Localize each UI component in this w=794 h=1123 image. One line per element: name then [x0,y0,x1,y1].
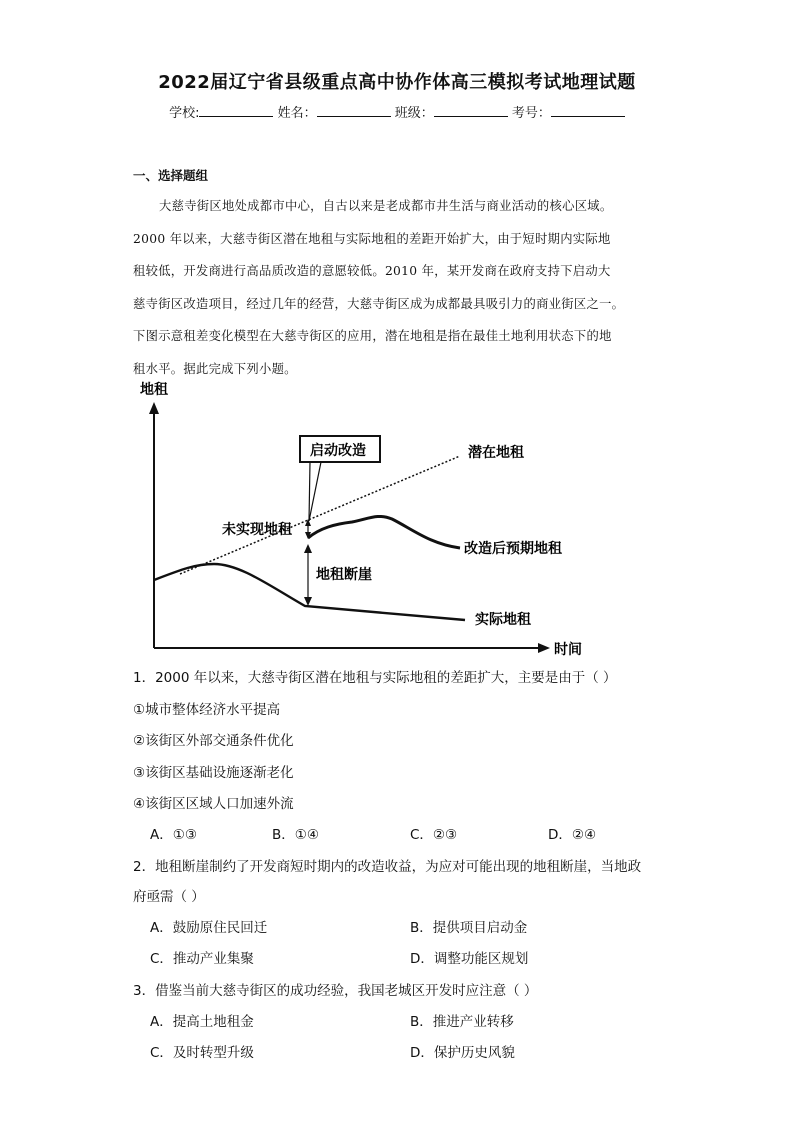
question-1-option-a[interactable]: A．①③ [150,827,197,843]
question-3-stem: 3．借鉴当前大慈寺街区的成功经验，我国老城区开发时应注意（ ） [133,983,538,999]
question-1-statement-3: ③该街区基础设施逐渐老化 [133,765,294,781]
section-title: 一、选择题组 [133,168,209,183]
class-blank[interactable] [434,104,508,117]
passage [133,190,673,385]
actual-rent-curve [154,564,465,620]
number-blank[interactable] [551,104,625,117]
question-3-option-d[interactable]: D．保护历史风貌 [410,1045,515,1061]
expected-rent-curve [308,516,460,548]
school-blank[interactable] [199,104,273,117]
question-1-option-c[interactable]: C．②③ [410,827,458,843]
class-label: 班级： [394,106,434,121]
expected-rent-label: 改造后预期地租 [464,541,562,557]
page-title: 2022届辽宁省县级重点高中协作体高三模拟考试地理试题 [158,72,636,93]
question-1-statement-1: ①城市整体经济水平提高 [133,702,281,718]
question-3-option-b[interactable]: B．推进产业转移 [410,1014,514,1030]
potential-rent-line [180,456,460,574]
question-2-option-c[interactable]: C．推动产业集聚 [150,951,254,967]
passage-line-4: 慈寺街区改造项目，经过几年的经营，大慈寺街区成为成都最具吸引力的商业街区之一。 [133,296,625,311]
potential-rent-label: 潜在地租 [468,445,524,461]
school-label: 学校: [169,106,200,121]
question-2-option-d[interactable]: D．调整功能区规划 [410,951,529,967]
student-info-line [0,102,794,121]
question-1-statement-4: ④该街区区域人口加速外流 [133,796,294,812]
name-blank[interactable] [317,104,391,117]
unrealized-rent-label: 未实现地租 [222,522,292,538]
number-label: 考号： [511,106,551,121]
actual-rent-label: 实际地租 [475,612,531,628]
question-2-stem-line-2: 府亟需（ ） [133,889,205,905]
passage-line-6: 租水平。据此完成下列小题。 [133,361,297,376]
question-1-option-b[interactable]: B．①④ [272,827,319,843]
y-axis-label: 地租 [140,382,168,398]
passage-line-5: 下图示意租差变化模型在大慈寺街区的应用，潜在地租是指在最佳土地利用状态下的地 [133,329,612,343]
question-2-option-a[interactable]: A．鼓励原住民回迁 [150,920,268,936]
question-2-option-b[interactable]: B．提供项目启动金 [410,920,528,936]
rent-cliff-label: 地租断崖 [316,567,372,583]
rent-gap-figure [130,376,590,665]
question-1-statement-2: ②该街区外部交通条件优化 [133,733,294,749]
x-axis-label: 时间 [554,642,582,658]
passage-line-3: 租较低，开发商进行高品质改造的意愿较低。2010 年，某开发商在政府支持下启动大 [133,264,611,278]
y-axis-arrow [149,402,159,414]
question-2-stem-line-1: 2．地租断崖制约了开发商短时期内的改造收益，为应对可能出现的地租断崖，当地政 [133,859,642,875]
name-label: 姓名： [277,106,317,121]
question-1-stem: 1．2000 年以来，大慈寺街区潜在地租与实际地租的差距扩大，主要是由于（ ） [133,670,617,686]
question-1-option-d[interactable]: D．②④ [548,827,597,843]
passage-line-1: 大慈寺街区地处成都市中心，自古以来是老成都市井生活与商业活动的核心区域。 [159,199,613,213]
x-axis-arrow [538,643,550,653]
question-3-option-c[interactable]: C．及时转型升级 [150,1045,254,1061]
start-renovation-label: 启动改造 [310,443,366,459]
passage-line-2: 2000 年以来，大慈寺街区潜在地租与实际地租的差距开始扩大，由于短时期内实际地 [133,231,611,246]
question-3-option-a[interactable]: A．提高土地租金 [150,1014,254,1030]
